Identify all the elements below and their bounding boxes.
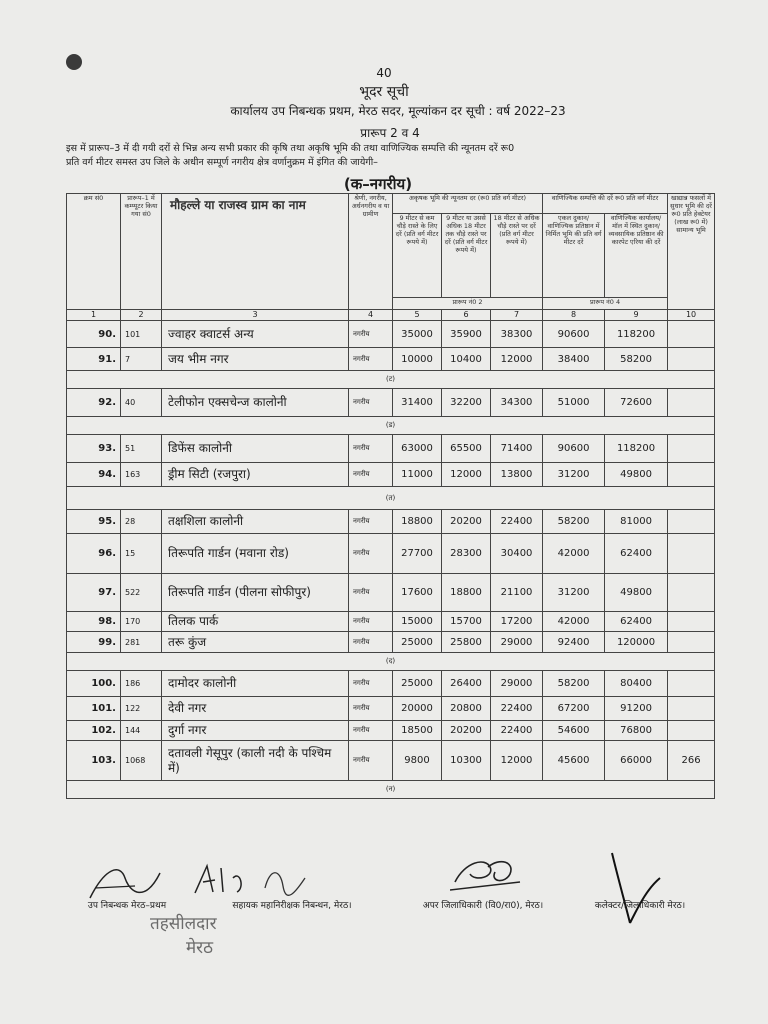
serial-number: 103.	[67, 741, 121, 781]
computer-id: 51	[121, 435, 162, 463]
section-title: (क–नगरीय)	[343, 175, 413, 193]
table-body	[67, 321, 715, 799]
rate-below-9m: 20000	[393, 697, 442, 721]
table-row	[67, 348, 715, 371]
table-row	[67, 632, 715, 653]
rate-above-18m: 22400	[491, 510, 543, 534]
rate-9-to-18m: 65500	[442, 435, 491, 463]
column-number: 2	[121, 310, 162, 321]
locality-name: टेलीफोन एक्सचेन्ज कालोनी	[162, 389, 349, 417]
header-col-3: मौहल्ले या राजस्व ग्राम का नाम	[162, 194, 349, 310]
rate-below-9m: 10000	[393, 348, 442, 371]
category: नगरीय	[349, 612, 393, 632]
rate-below-9m: 63000	[393, 435, 442, 463]
locality-name: डिफेंस कालोनी	[162, 435, 349, 463]
intro-paragraph	[66, 142, 726, 170]
rate-single-shop: 54600	[543, 721, 605, 741]
rate-single-shop: 90600	[543, 435, 605, 463]
serial-number: 92.	[67, 389, 121, 417]
computer-id: 28	[121, 510, 162, 534]
header-col-7: 18 मीटर से अधिक चौड़े रास्ते पर दरें (प्रति वर्ग मीटर रूपये में)	[491, 214, 543, 298]
header-col-6: 9 मीटर या उससे अधिक 18 मीटर तक चौड़े रास्ते पर दरें (प्रति वर्ग मीटर रूपये में)	[442, 214, 491, 298]
rate-below-9m: 17600	[393, 574, 442, 612]
category: नगरीय	[349, 632, 393, 653]
locality-name: देवी नगर	[162, 697, 349, 721]
category: नगरीय	[349, 510, 393, 534]
table-row	[67, 321, 715, 348]
letter-separator-row	[67, 487, 715, 510]
rate-above-18m: 34300	[491, 389, 543, 417]
header-col-2: प्रारूप–1 में कम्प्यूटर किया गया सं0	[121, 194, 162, 310]
computer-id: 7	[121, 348, 162, 371]
computer-id: 186	[121, 671, 162, 697]
locality-name: तक्षशिला कालोनी	[162, 510, 349, 534]
rate-commercial-carpet: 118200	[605, 321, 668, 348]
category: नगरीय	[349, 721, 393, 741]
computer-id: 281	[121, 632, 162, 653]
computer-id: 163	[121, 463, 162, 487]
serial-number: 100.	[67, 671, 121, 697]
rate-below-9m: 27700	[393, 534, 442, 574]
category: नगरीय	[349, 574, 393, 612]
rate-agricultural	[668, 721, 715, 741]
rate-above-18m: 38300	[491, 321, 543, 348]
category: नगरीय	[349, 389, 393, 417]
rate-single-shop: 51000	[543, 389, 605, 417]
locality-name: दुर्गा नगर	[162, 721, 349, 741]
rate-9-to-18m: 20800	[442, 697, 491, 721]
table-row	[67, 389, 715, 417]
rate-commercial-carpet: 66000	[605, 741, 668, 781]
rate-agricultural	[668, 321, 715, 348]
category: नगरीय	[349, 321, 393, 348]
column-number-row	[67, 310, 715, 321]
computer-id: 15	[121, 534, 162, 574]
locality-name: जय भीम नगर	[162, 348, 349, 371]
rate-single-shop: 58200	[543, 671, 605, 697]
rate-agricultural	[668, 612, 715, 632]
rate-commercial-carpet: 118200	[605, 435, 668, 463]
rate-agricultural	[668, 510, 715, 534]
rate-above-18m: 12000	[491, 348, 543, 371]
rate-9-to-18m: 18800	[442, 574, 491, 612]
category: नगरीय	[349, 697, 393, 721]
rate-9-to-18m: 35900	[442, 321, 491, 348]
rate-single-shop: 67200	[543, 697, 605, 721]
rate-below-9m: 11000	[393, 463, 442, 487]
table-row	[67, 463, 715, 487]
signature-2-caption: सहायक महानिरीक्षक निबन्धन, मेरठ।	[232, 901, 352, 911]
rate-above-18m: 12000	[491, 741, 543, 781]
signature-3	[450, 852, 530, 897]
rate-single-shop: 45600	[543, 741, 605, 781]
rate-below-9m: 35000	[393, 321, 442, 348]
signature-2	[185, 858, 315, 903]
rate-single-shop: 90600	[543, 321, 605, 348]
rate-9-to-18m: 25800	[442, 632, 491, 653]
table-row	[67, 612, 715, 632]
locality-name: तरू कुंज	[162, 632, 349, 653]
column-number: 6	[442, 310, 491, 321]
serial-number: 102.	[67, 721, 121, 741]
serial-number: 93.	[67, 435, 121, 463]
locality-name: ज्वाहर क्वाटर्स अन्य	[162, 321, 349, 348]
rate-above-18m: 71400	[491, 435, 543, 463]
table-row	[67, 741, 715, 781]
rate-table	[66, 193, 715, 799]
form-line: प्रारूप 2 व 4	[360, 126, 420, 140]
computer-id: 122	[121, 697, 162, 721]
rate-commercial-carpet: 120000	[605, 632, 668, 653]
rate-above-18m: 29000	[491, 632, 543, 653]
document-title: भूदर सूची	[359, 84, 409, 100]
serial-number: 96.	[67, 534, 121, 574]
table-row	[67, 721, 715, 741]
locality-name: दतावली गेसूपुर (काली नदी के पश्चिम में)	[162, 741, 349, 781]
computer-id: 522	[121, 574, 162, 612]
table-row	[67, 534, 715, 574]
serial-number: 91.	[67, 348, 121, 371]
intro-line-2: प्रति वर्ग मीटर समस्त उप जिले के अधीन सम्पूर्ण नगरीय क्षेत्र वर्णानुक्रम में इंगित की जायेगी–	[66, 157, 378, 168]
office-line: कार्यालय उप निबन्धक प्रथम, मेरठ सदर, मूल्यांकन दर सूची : वर्ष 2022–23	[230, 104, 566, 118]
rate-above-18m: 29000	[491, 671, 543, 697]
intro-line-1: इस में प्रारूप–3 में दी गयी दरों से भिन्न अन्य सभी प्रकार की कृषि तथा अकृषि भूमि की तथा वाणिज्यिक सम्पत्ति की न्यूनतम दरें रू0	[66, 143, 515, 154]
rate-above-18m: 30400	[491, 534, 543, 574]
header-col-1: क्रम सं0	[67, 194, 121, 310]
header-col-4: श्रेणी, नगरीय, अर्धनगरीय व या ग्रामीण	[349, 194, 393, 310]
category: नगरीय	[349, 671, 393, 697]
category: नगरीय	[349, 435, 393, 463]
rate-above-18m: 21100	[491, 574, 543, 612]
serial-number: 97.	[67, 574, 121, 612]
rate-9-to-18m: 20200	[442, 510, 491, 534]
rate-single-shop: 58200	[543, 510, 605, 534]
computer-id: 40	[121, 389, 162, 417]
table-header	[67, 194, 715, 321]
locality-name: तिलक पार्क	[162, 612, 349, 632]
column-number: 8	[543, 310, 605, 321]
rate-below-9m: 18500	[393, 721, 442, 741]
header-group-land: अकृषक भूमि की न्यूनतम दर (रू0 प्रति वर्ग मीटर)	[393, 194, 543, 214]
table-row	[67, 671, 715, 697]
letter-separator: (न)	[67, 781, 715, 799]
computer-id: 144	[121, 721, 162, 741]
table-row	[67, 574, 715, 612]
rate-commercial-carpet: 80400	[605, 671, 668, 697]
locality-name: ड्रीम सिटी (रजपुरा)	[162, 463, 349, 487]
computer-id: 101	[121, 321, 162, 348]
rate-9-to-18m: 10400	[442, 348, 491, 371]
rate-single-shop: 31200	[543, 463, 605, 487]
rate-agricultural	[668, 697, 715, 721]
rate-agricultural	[668, 348, 715, 371]
rate-commercial-carpet: 62400	[605, 612, 668, 632]
computer-id: 1068	[121, 741, 162, 781]
serial-number: 95.	[67, 510, 121, 534]
serial-number: 99.	[67, 632, 121, 653]
table-row	[67, 697, 715, 721]
rate-commercial-carpet: 91200	[605, 697, 668, 721]
rate-commercial-carpet: 72600	[605, 389, 668, 417]
stamp-line-2: मेरठ	[186, 938, 213, 958]
locality-name: तिरूपति गार्डन (मवाना रोड)	[162, 534, 349, 574]
column-number: 10	[668, 310, 715, 321]
header-col-8: एकल दुकान/ वाणिज्यिक प्रतिष्ठान में निर्मित भूमि की प्रति वर्ग मीटर दरें	[543, 214, 605, 298]
rate-agricultural	[668, 671, 715, 697]
rate-9-to-18m: 10300	[442, 741, 491, 781]
rate-single-shop: 31200	[543, 574, 605, 612]
rate-9-to-18m: 20200	[442, 721, 491, 741]
rate-agricultural	[668, 632, 715, 653]
rate-above-18m: 17200	[491, 612, 543, 632]
rate-9-to-18m: 12000	[442, 463, 491, 487]
rate-below-9m: 31400	[393, 389, 442, 417]
rate-agricultural	[668, 574, 715, 612]
category: नगरीय	[349, 348, 393, 371]
header-col-9: वाणिज्यिक कार्यालय/ मॉल में स्थित दुकान/ व्यवसायिक प्रतिष्ठान की कारपेट एरिया की दरें	[605, 214, 668, 298]
table-row	[67, 510, 715, 534]
rate-above-18m: 22400	[491, 697, 543, 721]
header-col-10: खाद्यान्न फसलों में सुधार भूमि की दरें रू0 प्रति हेक्टेयर (लाख रू0 में) सामान्य भूमि	[668, 194, 715, 310]
header-form-4-note: प्रारूप नं0 4	[543, 298, 668, 310]
rate-single-shop: 42000	[543, 534, 605, 574]
rate-below-9m: 18800	[393, 510, 442, 534]
column-number: 4	[349, 310, 393, 321]
stamp-line-1: तहसीलदार	[150, 914, 217, 934]
rate-9-to-18m: 32200	[442, 389, 491, 417]
column-number: 5	[393, 310, 442, 321]
header-form-2-note: प्रारूप नं0 2	[393, 298, 543, 310]
letter-separator: (त)	[67, 487, 715, 510]
category: नगरीय	[349, 463, 393, 487]
locality-name: तिरूपति गार्डन (पीलना सोफीपुर)	[162, 574, 349, 612]
rate-below-9m: 15000	[393, 612, 442, 632]
rate-commercial-carpet: 58200	[605, 348, 668, 371]
letter-separator-row	[67, 653, 715, 671]
letter-separator: (ड)	[67, 417, 715, 435]
rate-commercial-carpet: 49800	[605, 463, 668, 487]
serial-number: 90.	[67, 321, 121, 348]
letter-separator: (द)	[67, 653, 715, 671]
rate-commercial-carpet: 62400	[605, 534, 668, 574]
serial-number: 101.	[67, 697, 121, 721]
letter-separator-row	[67, 781, 715, 799]
letter-separator-row	[67, 371, 715, 389]
serial-number: 94.	[67, 463, 121, 487]
rate-agricultural	[668, 435, 715, 463]
rate-single-shop: 92400	[543, 632, 605, 653]
computer-id: 170	[121, 612, 162, 632]
rate-single-shop: 42000	[543, 612, 605, 632]
rate-agricultural	[668, 534, 715, 574]
rate-single-shop: 38400	[543, 348, 605, 371]
rate-9-to-18m: 26400	[442, 671, 491, 697]
rate-commercial-carpet: 49800	[605, 574, 668, 612]
rate-9-to-18m: 15700	[442, 612, 491, 632]
column-number: 3	[162, 310, 349, 321]
column-number: 9	[605, 310, 668, 321]
header-group-commercial: वाणिज्यिक सम्पत्ति की दरें रू0 प्रति वर्ग मीटर	[543, 194, 668, 214]
locality-name: दामोदर कालोनी	[162, 671, 349, 697]
rate-below-9m: 25000	[393, 632, 442, 653]
rate-agricultural	[668, 389, 715, 417]
signature-4	[600, 848, 670, 928]
rate-agricultural: 266	[668, 741, 715, 781]
rate-commercial-carpet: 76800	[605, 721, 668, 741]
category: नगरीय	[349, 534, 393, 574]
rate-below-9m: 9800	[393, 741, 442, 781]
signature-1-caption: उप निबन्धक मेरठ–प्रथम	[87, 901, 167, 911]
rate-9-to-18m: 28300	[442, 534, 491, 574]
rate-above-18m: 22400	[491, 721, 543, 741]
rate-above-18m: 13800	[491, 463, 543, 487]
signature-3-caption: अपर जिलाधिकारी (वि0/रा0), मेरठ।	[422, 901, 544, 911]
serial-number: 98.	[67, 612, 121, 632]
tehsildar-stamp	[150, 912, 217, 960]
rate-below-9m: 25000	[393, 671, 442, 697]
rate-agricultural	[668, 463, 715, 487]
header-col-5: 9 मीटर से कम चौड़े रास्ते के लिए दरें (प्रति वर्ग मीटर रूपये में)	[393, 214, 442, 298]
column-number: 1	[67, 310, 121, 321]
rate-commercial-carpet: 81000	[605, 510, 668, 534]
letter-separator: (ट)	[67, 371, 715, 389]
column-number: 7	[491, 310, 543, 321]
letter-separator-row	[67, 417, 715, 435]
signature-4-caption: कलेक्टर/जिलाधिकारी मेरठ।	[594, 901, 686, 911]
page-number: 40	[376, 66, 392, 80]
table-row	[67, 435, 715, 463]
category: नगरीय	[349, 741, 393, 781]
